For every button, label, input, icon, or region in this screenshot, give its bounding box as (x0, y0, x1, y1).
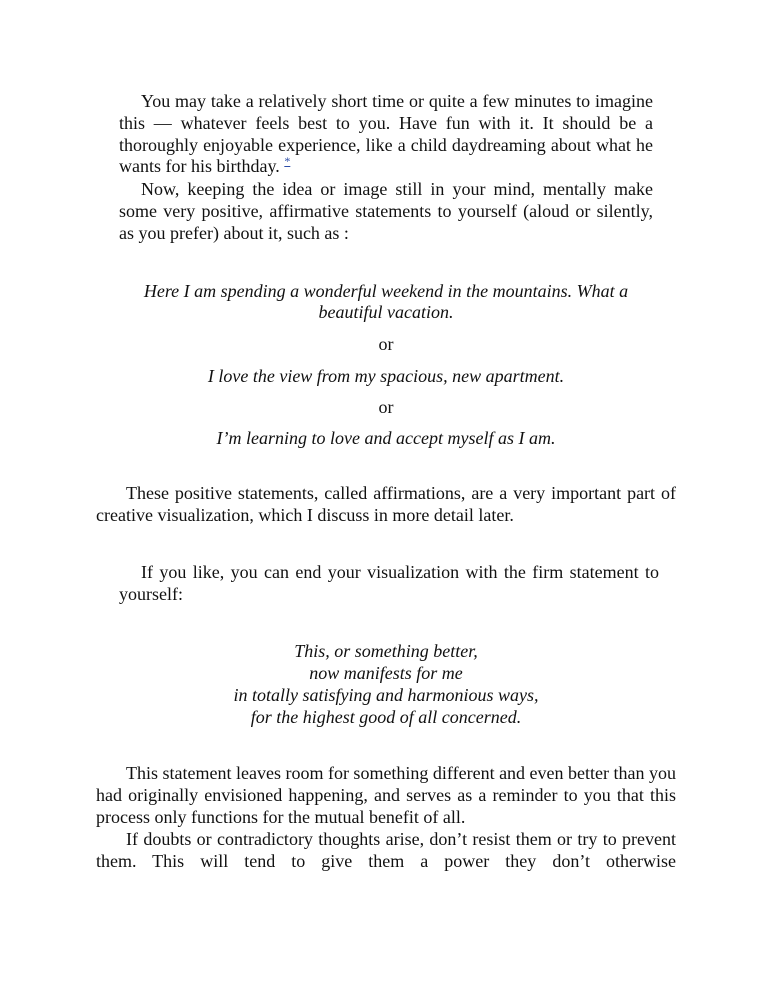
affirmation-apartment: I love the view from my spacious, new apartment. (207, 366, 565, 386)
affirmation-mountains-line2: beautiful vacation. (318, 302, 454, 322)
closing-statement-line4: for the highest good of all concerned. (250, 707, 522, 727)
closing-statement-line3: in totally satisfying and harmonious ways, (233, 685, 539, 705)
paragraph-affirmative (119, 179, 653, 244)
affirmation-mountains-line1: Here I am spending a wonderful weekend in the mountains. What a (143, 281, 629, 301)
closing-statement-line2: now manifests for me (309, 663, 463, 683)
footnote-link[interactable]: * (284, 154, 291, 169)
paragraph-affirmations-definition (96, 483, 676, 527)
paragraph-doubts-text: If doubts or contradictory thoughts arise, don’t resist them or try to prevent them. This will tend to give them a power they don’t otherwise (96, 829, 676, 871)
paragraph-affirmations-definition-text: These positive statements, called affirmations, are a very important part of creative visualization, which I discuss in more detail later. (96, 483, 676, 525)
or-separator: or (378, 397, 394, 417)
closing-statement-line1: This, or something better, (294, 641, 478, 661)
or-separator: or (378, 334, 394, 354)
paragraph-room-for-better (96, 763, 676, 828)
paragraph-firm-statement (119, 562, 659, 606)
paragraph-imagine (119, 91, 653, 178)
paragraph-room-for-better-text: This statement leaves room for something different and even better than you had originally envisioned happening, and serves as a reminder to you that this process only functions for the mutual benefit of all. (96, 763, 677, 827)
paragraph-firm-statement-text: If you like, you can end your visualization with the firm statement to yourself: (119, 562, 659, 604)
paragraph-imagine-text: You may take a relatively short time or quite a few minutes to imagine this — whatever feels best to you. Have fun with it. It should be a thoroughly enjoyable experience, like a child daydreaming about what he wants for his birthday. (119, 91, 653, 177)
affirmation-self-love: I’m learning to love and accept myself as I am. (216, 428, 556, 448)
paragraph-affirmative-text: Now, keeping the idea or image still in your mind, mentally make some very positive, affirmative statements to yourself (aloud or silently, as you prefer) about it, such as : (119, 179, 653, 243)
paragraph-doubts (96, 829, 676, 873)
